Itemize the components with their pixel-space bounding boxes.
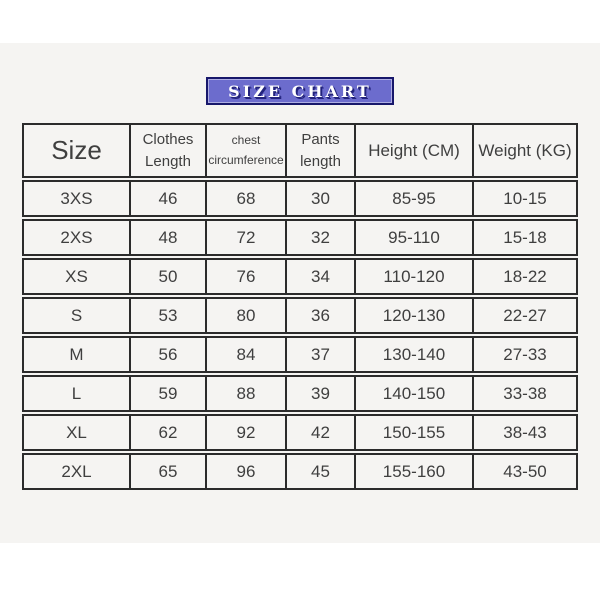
header-chest-line1: chest: [231, 133, 261, 148]
header-chest-line2: circumference: [208, 152, 284, 167]
cell-height: 85-95: [354, 182, 472, 215]
cell-clothes-length: 50: [129, 260, 205, 293]
table-row: [22, 180, 578, 217]
cell-chest: 88: [205, 377, 285, 410]
table-row: [22, 414, 578, 451]
cell-weight: 43-50: [472, 455, 576, 488]
cell-chest: 72: [205, 221, 285, 254]
table-row: [22, 336, 578, 373]
cell-weight: 33-38: [472, 377, 576, 410]
cell-size: L: [71, 383, 82, 403]
cell-weight: 18-22: [472, 260, 576, 293]
cell-weight: 10-15: [472, 182, 576, 215]
cell-chest: 80: [205, 299, 285, 332]
cell-pants: 32: [285, 221, 354, 254]
cell-weight: 15-18: [472, 221, 576, 254]
table-row: [22, 258, 578, 295]
cell-weight: 27-33: [472, 338, 576, 371]
cell-clothes-length: 65: [129, 455, 205, 488]
cell-size: XL: [66, 422, 87, 442]
cell-chest: 92: [205, 416, 285, 449]
cell-size: 3XS: [60, 188, 93, 208]
header-pants-line1: Pants: [301, 130, 340, 148]
cell-height: 140-150: [354, 377, 472, 410]
header-pants-length: [285, 125, 354, 176]
size-table: [22, 123, 578, 490]
cell-height: 95-110: [354, 221, 472, 254]
table-header-row: [22, 123, 578, 178]
cell-pants: 30: [285, 182, 354, 215]
cell-clothes-length: 48: [129, 221, 205, 254]
header-clothes-length-line2: Length: [145, 152, 191, 170]
table-row: [22, 453, 578, 490]
table-row: [22, 219, 578, 256]
cell-size: 2XS: [60, 227, 93, 247]
cell-chest: 84: [205, 338, 285, 371]
cell-size: S: [70, 305, 83, 325]
table-row: [22, 375, 578, 412]
cell-weight: 22-27: [472, 299, 576, 332]
cell-clothes-length: 46: [129, 182, 205, 215]
cell-weight: 38-43: [472, 416, 576, 449]
cell-chest: 76: [205, 260, 285, 293]
header-clothes-length-line1: Clothes: [142, 130, 194, 148]
cell-chest: 96: [205, 455, 285, 488]
cell-chest: 68: [205, 182, 285, 215]
table-row: [22, 297, 578, 334]
size-chart-title: SIZE CHART: [228, 81, 372, 101]
size-chart-title-banner: [206, 77, 394, 105]
cell-height: 155-160: [354, 455, 472, 488]
cell-height: 150-155: [354, 416, 472, 449]
cell-size: XS: [65, 266, 88, 286]
cell-height: 120-130: [354, 299, 472, 332]
header-clothes-length: [129, 125, 205, 176]
cell-size: M: [69, 344, 84, 364]
cell-clothes-length: 59: [129, 377, 205, 410]
cell-height: 130-140: [354, 338, 472, 371]
cell-height: 110-120: [354, 260, 472, 293]
cell-clothes-length: 56: [129, 338, 205, 371]
cell-pants: 42: [285, 416, 354, 449]
cell-pants: 39: [285, 377, 354, 410]
cell-size: 2XL: [61, 461, 92, 481]
cell-clothes-length: 53: [129, 299, 205, 332]
cell-pants: 45: [285, 455, 354, 488]
header-chest-circumference: [205, 125, 285, 176]
cell-pants: 37: [285, 338, 354, 371]
header-size: Size: [51, 135, 102, 165]
background-panel: [0, 43, 600, 543]
cell-pants: 34: [285, 260, 354, 293]
header-pants-line2: length: [300, 152, 341, 170]
cell-pants: 36: [285, 299, 354, 332]
header-weight: Weight (KG): [472, 125, 576, 176]
cell-clothes-length: 62: [129, 416, 205, 449]
header-height: Height (CM): [354, 125, 472, 176]
